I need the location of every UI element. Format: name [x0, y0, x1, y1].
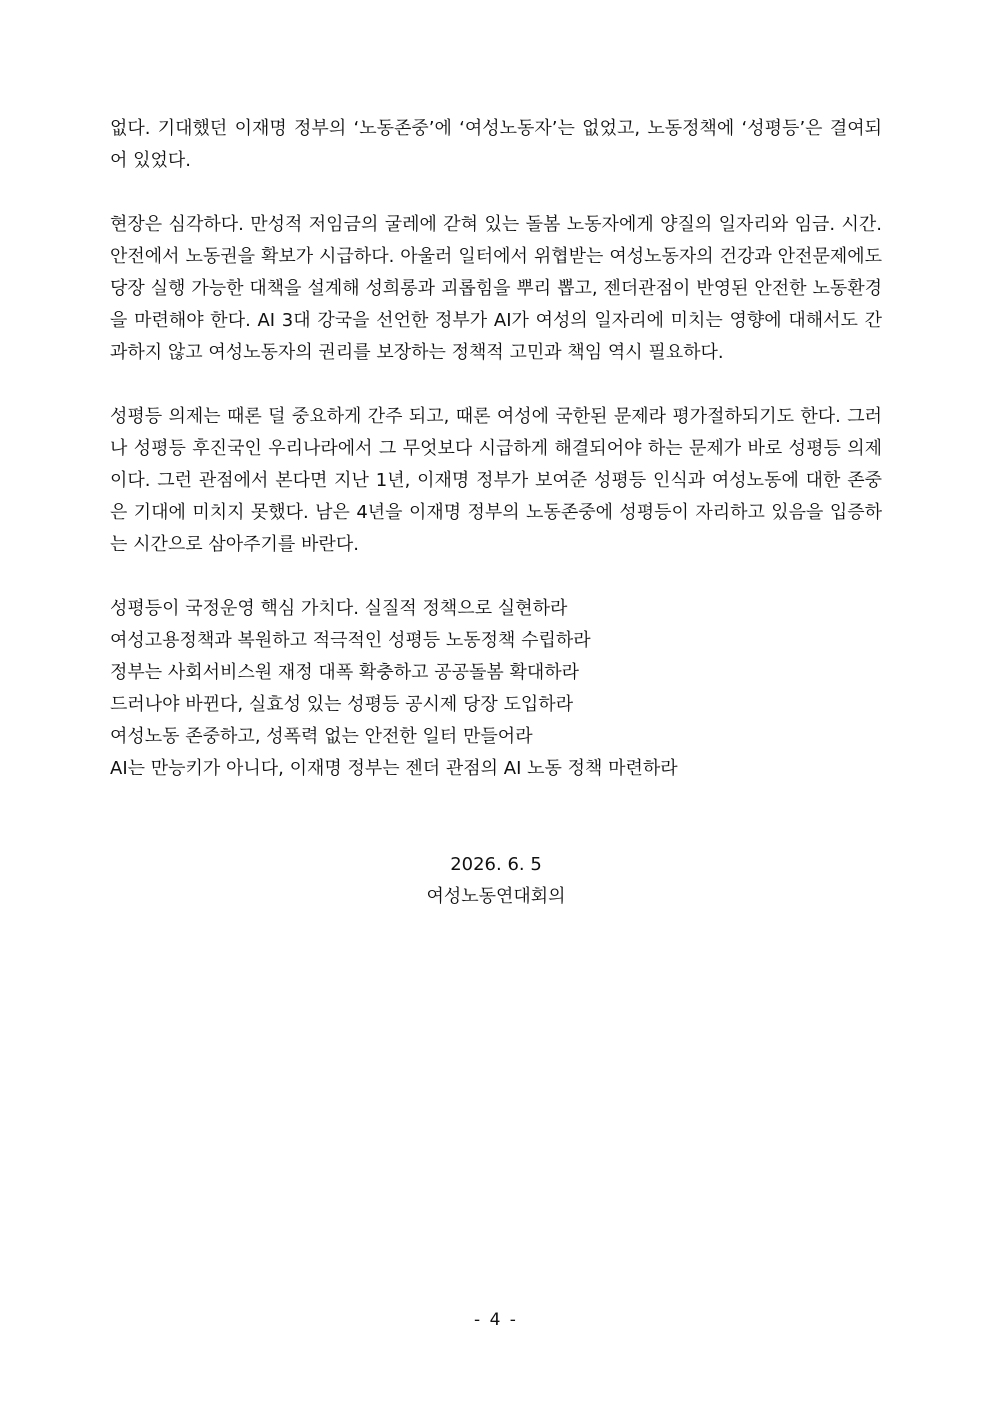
demand-item: AI는 만능키가 아니다, 이재명 정부는 젠더 관점의 AI 노동 정책 마련하라: [110, 758, 678, 779]
demands-list: [110, 593, 882, 785]
demand-item: 여성고용정책과 복원하고 적극적인 성평등 노동정책 수립하라: [110, 630, 591, 651]
demand-item: 정부는 사회서비스원 재정 대폭 확충하고 공공돌봄 확대하라: [110, 662, 580, 683]
signature-block: [0, 849, 992, 913]
paragraph-field-situation: 현장은 심각하다. 만성적 저임금의 굴레에 갇혀 있는 돌봄 노동자에게 양질의 일자리와 임금. 시간. 안전에서 노동권을 확보가 시급하다. 아울러 일터에서 위협받는 여성노동자의 건강과 안전문제에도 당장 실행 가능한 대책을 설계해 성희롱과 괴롭힘을 뿌리 뽑고, 젠더관점이 반영된 안전한 노동환경을 마련해야 한다. AI 3대 강국을 선언한 정부가 AI가 여성의 일자리에 미치는 영향에 대해서도 간과하지 않고 여성노동자의 권리를 보장하는 정책적 고민과 책임 역시 필요하다.: [110, 214, 882, 363]
demand-item: 드러나야 바뀐다, 실효성 있는 성평등 공시제 당장 도입하라: [110, 694, 574, 715]
statement-date: 2026. 6. 5: [450, 854, 542, 875]
paragraph-gender-equality-agenda: 성평등 의제는 때론 덜 중요하게 간주 되고, 때론 여성에 국한된 문제라 평가절하되기도 한다. 그러나 성평등 후진국인 우리나라에서 그 무엇보다 시급하게 해결되어야 하는 문제가 바로 성평등 의제이다. 그런 관점에서 본다면 지난 1년, 이재명 정부가 보여준 성평등 인식과 여성노동에 대한 존중은 기대에 미치지 못했다. 남은 4년을 이재명 정부의 노동존중에 성평등이 자리하고 있음을 입증하는 시간으로 삼아주기를 바란다.: [110, 406, 882, 555]
paragraph-intro: 없다. 기대했던 이재명 정부의 ‘노동존중’에 ‘여성노동자’는 없었고, 노동정책에 ‘성평등’은 결여되어 있었다.: [110, 118, 882, 171]
issuing-organization: 여성노동연대회의: [426, 886, 566, 907]
demand-item: 여성노동 존중하고, 성폭력 없는 안전한 일터 만들어라: [110, 726, 533, 747]
demand-item: 성평등이 국정운영 핵심 가치다. 실질적 정책으로 실현하라: [110, 598, 568, 619]
page-number: - 4 -: [474, 1310, 518, 1330]
statement-body: [110, 113, 882, 785]
